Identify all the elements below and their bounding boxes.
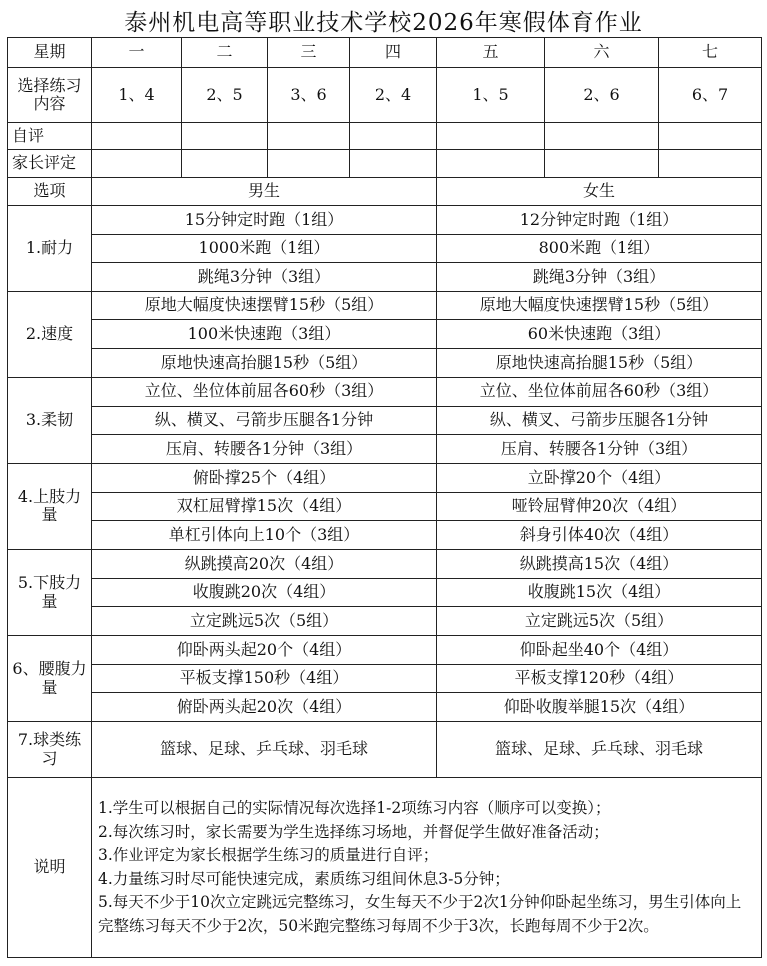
male-exercise: 纵、横叉、弓箭步压腿各1分钟 — [92, 406, 437, 435]
female-exercise: 原地大幅度快速摆臂15秒（5组） — [437, 291, 762, 320]
choose-day-2: 2、5 — [182, 68, 268, 123]
note-item: 2.每次练习时，家长需要为学生选择练习场地，并督促学生做好准备活动； — [98, 822, 609, 841]
exercise-row — [8, 377, 762, 406]
female-exercise: 跳绳3分钟（3组） — [437, 263, 762, 292]
note-item: 1.学生可以根据自己的实际情况每次选择1-2项练习内容（顺序可以变换）； — [98, 799, 611, 818]
parent-eval-label: 家长评定 — [8, 150, 92, 178]
female-exercise: 纵、横叉、弓箭步压腿各1分钟 — [437, 406, 762, 435]
parent-eval-cell[interactable] — [268, 150, 350, 178]
exercise-row — [8, 234, 762, 263]
exercise-row — [8, 607, 762, 636]
parent-eval-row — [8, 150, 762, 178]
male-exercise: 立位、坐位体前屈各60秒（3组） — [92, 377, 437, 406]
parent-eval-cell[interactable] — [92, 150, 182, 178]
female-exercise: 平板支撑120秒（4组） — [437, 664, 762, 693]
day-3: 三 — [268, 38, 350, 68]
female-exercise: 压肩、转腰各1分钟（3组） — [437, 435, 762, 464]
male-exercise: 跳绳3分钟（3组） — [92, 263, 437, 292]
male-exercise: 仰卧两头起20个（4组） — [92, 636, 437, 665]
male-exercise: 压肩、转腰各1分钟（3组） — [92, 435, 437, 464]
female-exercise: 立定跳远5次（5组） — [437, 607, 762, 636]
notes-label: 说明 — [8, 778, 92, 958]
choose-content-row — [8, 68, 762, 123]
category-label: 5.下肢力量 — [8, 549, 92, 635]
weekday-label: 星期 — [8, 38, 92, 68]
choose-day-1: 1、4 — [92, 68, 182, 123]
ball-sports-label: 7.球类练习 — [8, 722, 92, 778]
self-eval-cell[interactable] — [182, 123, 268, 150]
self-eval-cell[interactable] — [350, 123, 437, 150]
self-eval-cell[interactable] — [545, 123, 659, 150]
exercise-row — [8, 578, 762, 607]
exercise-row — [8, 349, 762, 378]
weekday-header-row — [8, 38, 762, 68]
male-exercise: 纵跳摸高20次（4组） — [92, 549, 437, 578]
note-item: 5.每天不少于10次立定跳远完整练习，女生每天不少于2次1分钟仰卧起坐练习，男生引体向上完整练习每天不少于2次，50米跑完整练习每周不少于3次，长跑每周不少于2次。 — [98, 893, 742, 935]
male-exercise: 俯卧两头起20次（4组） — [92, 693, 437, 722]
female-ball-sports: 篮球、足球、乒乓球、羽毛球 — [437, 722, 762, 778]
choose-content-label: 选择练习内容 — [8, 68, 92, 123]
exercise-row — [8, 263, 762, 292]
self-eval-cell[interactable] — [268, 123, 350, 150]
choose-day-6: 2、6 — [545, 68, 659, 123]
female-exercise: 哑铃屈臂伸20次（4组） — [437, 492, 762, 521]
exercise-row — [8, 206, 762, 235]
exercise-row — [8, 320, 762, 349]
parent-eval-cell[interactable] — [350, 150, 437, 178]
choose-day-5: 1、5 — [437, 68, 545, 123]
category-label: 3.柔韧 — [8, 377, 92, 463]
self-eval-cell[interactable] — [437, 123, 545, 150]
note-item: 4.力量练习时尽可能快速完成，素质练习组间休息3-5分钟； — [98, 869, 510, 888]
female-header: 女生 — [437, 178, 762, 206]
choose-day-3: 3、6 — [268, 68, 350, 123]
parent-eval-cell[interactable] — [659, 150, 762, 178]
female-exercise: 纵跳摸高15次（4组） — [437, 549, 762, 578]
page-title: 泰州机电高等职业技术学校2026年寒假体育作业 — [124, 10, 643, 36]
male-exercise: 单杠引体向上10个（3组） — [92, 521, 437, 550]
self-eval-cell[interactable] — [92, 123, 182, 150]
exercise-row — [8, 693, 762, 722]
notes-content — [92, 778, 762, 958]
self-eval-row — [8, 123, 762, 150]
female-exercise: 立位、坐位体前屈各60秒（3组） — [437, 377, 762, 406]
female-exercise: 12分钟定时跑（1组） — [437, 206, 762, 235]
male-exercise: 15分钟定时跑（1组） — [92, 206, 437, 235]
male-exercise: 原地大幅度快速摆臂15秒（5组） — [92, 291, 437, 320]
female-exercise: 仰卧收腹举腿15次（4组） — [437, 693, 762, 722]
male-exercise: 1000米跑（1组） — [92, 234, 437, 263]
male-exercise: 收腹跳20次（4组） — [92, 578, 437, 607]
day-6: 六 — [545, 38, 659, 68]
choose-day-7: 6、7 — [659, 68, 762, 123]
exercise-row — [8, 435, 762, 464]
exercise-row — [8, 463, 762, 492]
category-label: 2.速度 — [8, 291, 92, 377]
female-exercise: 仰卧起坐40个（4组） — [437, 636, 762, 665]
exercise-row — [8, 521, 762, 550]
female-exercise: 800米跑（1组） — [437, 234, 762, 263]
day-1: 一 — [92, 38, 182, 68]
male-exercise: 原地快速高抬腿15秒（5组） — [92, 349, 437, 378]
exercise-row — [8, 636, 762, 665]
day-4: 四 — [350, 38, 437, 68]
female-exercise: 60米快速跑（3组） — [437, 320, 762, 349]
category-label: 6、腰腹力量 — [8, 636, 92, 722]
day-5: 五 — [437, 38, 545, 68]
exercise-row — [8, 549, 762, 578]
note-item: 3.作业评定为家长根据学生练习的质量进行自评； — [98, 846, 439, 865]
choose-day-4: 2、4 — [350, 68, 437, 123]
male-exercise: 俯卧撑25个（4组） — [92, 463, 437, 492]
exercise-row — [8, 492, 762, 521]
category-label: 1.耐力 — [8, 206, 92, 292]
exercise-row — [8, 291, 762, 320]
parent-eval-cell[interactable] — [545, 150, 659, 178]
female-exercise: 斜身引体40次（4组） — [437, 521, 762, 550]
options-header-row — [8, 178, 762, 206]
female-exercise: 收腹跳15次（4组） — [437, 578, 762, 607]
category-label: 4.上肢力量 — [8, 463, 92, 549]
exercise-row — [8, 664, 762, 693]
homework-table — [7, 37, 762, 958]
male-exercise: 平板支撑150秒（4组） — [92, 664, 437, 693]
parent-eval-cell[interactable] — [437, 150, 545, 178]
parent-eval-cell[interactable] — [182, 150, 268, 178]
exercise-row — [8, 406, 762, 435]
male-header: 男生 — [92, 178, 437, 206]
male-ball-sports: 篮球、足球、乒乓球、羽毛球 — [92, 722, 437, 778]
self-eval-cell[interactable] — [659, 123, 762, 150]
male-exercise: 100米快速跑（3组） — [92, 320, 437, 349]
ball-sports-row — [8, 722, 762, 778]
male-exercise: 立定跳远5次（5组） — [92, 607, 437, 636]
self-eval-label: 自评 — [8, 123, 92, 150]
options-label: 选项 — [8, 178, 92, 206]
day-2: 二 — [182, 38, 268, 68]
female-exercise: 立卧撑20个（4组） — [437, 463, 762, 492]
day-7: 七 — [659, 38, 762, 68]
notes-row — [8, 778, 762, 958]
male-exercise: 双杠屈臂撑15次（4组） — [92, 492, 437, 521]
female-exercise: 原地快速高抬腿15秒（5组） — [437, 349, 762, 378]
